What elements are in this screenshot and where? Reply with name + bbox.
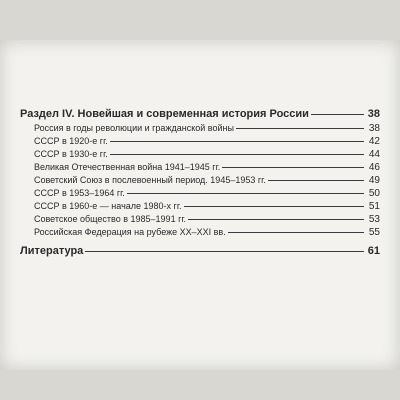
dot-leader: [311, 114, 364, 115]
toc-item-title: Великая Отечественная война 1941–1945 гг.: [34, 162, 221, 172]
toc-item-page: 38: [368, 123, 380, 134]
dot-leader: [228, 232, 364, 233]
toc-item: [20, 226, 380, 239]
toc-item-title: СССР в 1953–1964 гг.: [34, 188, 125, 198]
toc-item: [20, 148, 380, 161]
toc-section-title: Раздел IV. Новейшая и современная история России: [20, 108, 309, 120]
toc-item: [20, 187, 380, 200]
toc-item: [20, 135, 380, 148]
toc-item-page: 51: [368, 201, 380, 212]
toc-section-heading: [20, 106, 380, 122]
toc-item: [20, 161, 380, 174]
dot-leader: [188, 219, 364, 220]
toc-item: [20, 122, 380, 135]
dot-leader: [236, 128, 364, 129]
toc-item-title: СССР в 1960-е — начале 1980-х гг.: [34, 201, 182, 211]
toc-literature-page: 61: [367, 245, 380, 257]
table-of-contents: [20, 64, 380, 259]
toc-item-page: 50: [368, 188, 380, 199]
dot-leader: [268, 180, 364, 181]
toc-item: [20, 213, 380, 226]
dot-leader: [184, 206, 364, 207]
toc-item: [20, 174, 380, 187]
dot-leader: [127, 193, 364, 194]
toc-literature-heading: [20, 243, 380, 259]
toc-literature-title: Литература: [20, 245, 84, 257]
toc-item-page: 49: [368, 175, 380, 186]
toc-item-title: Советский Союз в послевоенный период. 1945–1953 гг.: [34, 175, 266, 185]
toc-item-page: 44: [368, 149, 380, 160]
toc-item-title: Российская Федерация на рубеже XX–XXI вв.: [34, 227, 226, 237]
toc-item-title: Россия в годы революции и гражданской войны: [34, 123, 234, 133]
toc-item-page: 55: [368, 227, 380, 238]
toc-item-page: 46: [368, 162, 380, 173]
dot-leader: [110, 154, 364, 155]
toc-item-page: 42: [368, 136, 380, 147]
dot-leader: [85, 251, 364, 252]
toc-item-title: СССР в 1920-е гг.: [34, 136, 108, 146]
toc-item-title: Советское общество в 1985–1991 гг.: [34, 214, 187, 224]
toc-item: [20, 200, 380, 213]
toc-item-title: СССР в 1930-е гг.: [34, 149, 108, 159]
dot-leader: [110, 141, 364, 142]
toc-item-page: 53: [368, 214, 380, 225]
dot-leader: [222, 167, 364, 168]
toc-section-page: 38: [367, 108, 380, 120]
